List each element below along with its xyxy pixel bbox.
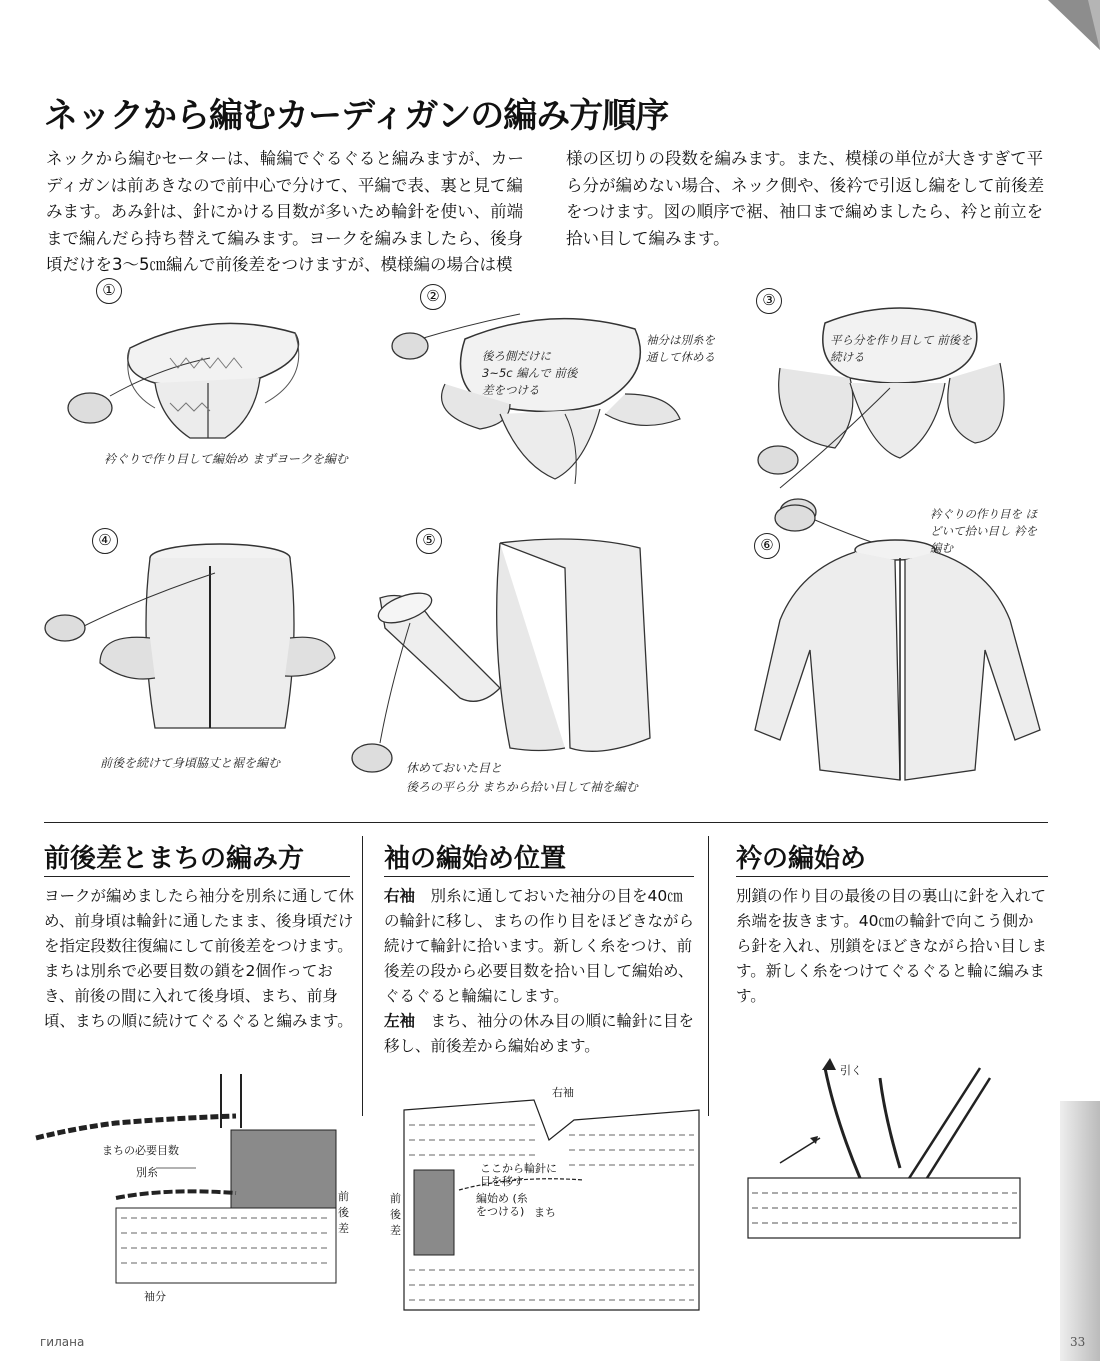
step-3-figure — [740, 288, 1040, 528]
section-3-text: 別鎖の作り目の最後の目の裏山に針を入れて糸端を抜きます。40㎝の輪針で向こう側から針を入れ、別鎖をほどきながら拾い目します。新しく糸をつけてぐるぐると輪に編みます。 — [736, 887, 1047, 1005]
left-sleeve-text: まち、袖分の休み目の順に輪針に目を移し、前後差から編始めます。 — [384, 1012, 695, 1055]
section-2-title: 袖の編始め位置 — [384, 844, 567, 874]
section-1-title: 前後差とまちの編み方 — [44, 844, 305, 874]
step-6-note: 衿ぐりの作り目を ほどいて拾い目し 衿を編む — [930, 507, 1038, 555]
sleeve-pickup-illustration — [350, 528, 720, 798]
label-move-to-needle: ここから輪針に 目を移す — [480, 1162, 557, 1188]
footer-watermark: гилана — [40, 1335, 85, 1349]
step-5-caption-line2: 後ろの平ら分 まちから拾い目して袖を編む — [406, 780, 638, 794]
label-gusset-count: まちの必要目数 — [102, 1144, 179, 1157]
step-1-number: ① — [96, 278, 122, 304]
body-rows-illustration — [40, 528, 370, 778]
section-2-diagram — [384, 1080, 704, 1310]
step-3-note: 平ら分を作り目して 前後を続ける — [830, 333, 972, 364]
step-2-figure — [390, 284, 730, 514]
label-right-sleeve: 右袖 — [552, 1086, 574, 1099]
step-1-caption: 衿ぐりで作り目して編始め まずヨークを編む — [104, 452, 348, 466]
section-2-rule — [384, 876, 694, 877]
yoke-illustration — [60, 278, 390, 478]
label-waste-yarn: 別糸 — [136, 1166, 158, 1179]
step-1-figure — [60, 278, 390, 478]
intro-left-column — [46, 146, 536, 279]
section-1-diagram — [36, 1068, 366, 1308]
section-1-body — [44, 884, 356, 1034]
step-4-caption: 前後を続けて身頃脇丈と裾を編む — [100, 756, 281, 770]
step-5-caption-line1: 休めておいた目と — [406, 761, 503, 775]
intro-right-column — [566, 146, 1056, 252]
section-3-rule — [736, 876, 1048, 877]
gusset-stitch-diagram — [36, 1068, 366, 1308]
section-2-text-left — [384, 1009, 696, 1059]
page-title: ネックから編むカーディガンの編み方順序 — [44, 96, 669, 136]
section-1-rule — [44, 876, 350, 877]
label-sleeve-part: 袖分 — [144, 1290, 166, 1303]
step-6-number: ⑥ — [754, 533, 780, 559]
sleeve-start-stitch-diagram — [384, 1080, 704, 1310]
step-2-note-back: 後ろ側だけに 3~5c 編んで 前後差をつける — [482, 349, 578, 397]
page-edge-shadow — [1060, 1101, 1100, 1361]
left-sleeve-heading: 左袖 — [384, 1012, 416, 1030]
yoke-back-rows-illustration — [390, 284, 730, 514]
section-1-text: ヨークが編めましたら袖分を別糸に通して休め、前身頃は輪針に通したまま、後身頃だけを指定段数往復編にして前後差をつけます。まちは別糸で必要目数の鎖を2個作っておき、前後の間に入れて後身頃、まち、前身頃、まちの順に続けてぐるぐると編みます。 — [44, 887, 355, 1030]
yoke-join-illustration — [740, 288, 1040, 528]
step-6-figure — [740, 500, 1060, 800]
page-corner-curl — [1028, 0, 1100, 60]
step-3-number: ③ — [756, 288, 782, 314]
intro-left-text: ネックから編むセーターは、輪編でぐるぐると編みますが、カーディガンは前あきなので前中心で分けて、平編で表、裏と見て編みます。あみ針は、針にかける目数が多いため輪針を使い、前端まで編んだら持ち替えて編みます。ヨークを編みましたら、後身頃だけを3〜5㎝編んで前後差をつけますが、模様編の場合は模 — [46, 149, 524, 275]
collar-start-stitch-diagram — [740, 1058, 1030, 1248]
column-divider-2 — [708, 836, 709, 1116]
label-front-back-diff: 前後差 — [338, 1190, 349, 1235]
right-sleeve-heading: 右袖 — [384, 887, 416, 905]
label-pull: 引く — [840, 1064, 862, 1077]
step-4-number: ④ — [92, 528, 118, 554]
page-number: 33 — [1070, 1335, 1086, 1349]
section-3-diagram — [740, 1058, 1030, 1248]
step-4-figure — [40, 528, 370, 778]
section-2-body — [384, 884, 696, 1059]
section-2-text-right — [384, 884, 696, 1009]
step-2-note-sleeve: 袖分は別糸を 通して休める — [646, 333, 715, 364]
label-gusset: まち — [534, 1206, 556, 1219]
label-start-here: 編始め (糸をつける) — [476, 1192, 528, 1218]
step-5-number: ⑤ — [416, 528, 442, 554]
section-3-body — [736, 884, 1048, 1009]
section-3-title: 衿の編始め — [736, 844, 867, 874]
intro-right-text: 様の区切りの段数を編みます。また、模様の単位が大きすぎて平ら分が編めない場合、ネック側や、後衿で引返し編をして前後差をつけます。図の順序で裾、袖口まで編めましたら、衿と前立を拾い目して編みます。 — [566, 149, 1045, 248]
step-5-figure — [350, 528, 720, 798]
step-2-number: ② — [420, 284, 446, 310]
label-front-back-diff-2: 前後差 — [390, 1192, 401, 1237]
right-sleeve-text: 別糸に通しておいた袖分の目を40㎝の輪針に移し、まちの作り目をほどきながら続けて輪針に拾います。新しく糸をつけ、前後差の段から必要目数を拾い目して編始め、ぐるぐると輪編にします。 — [384, 887, 695, 1005]
section-divider — [44, 822, 1048, 823]
